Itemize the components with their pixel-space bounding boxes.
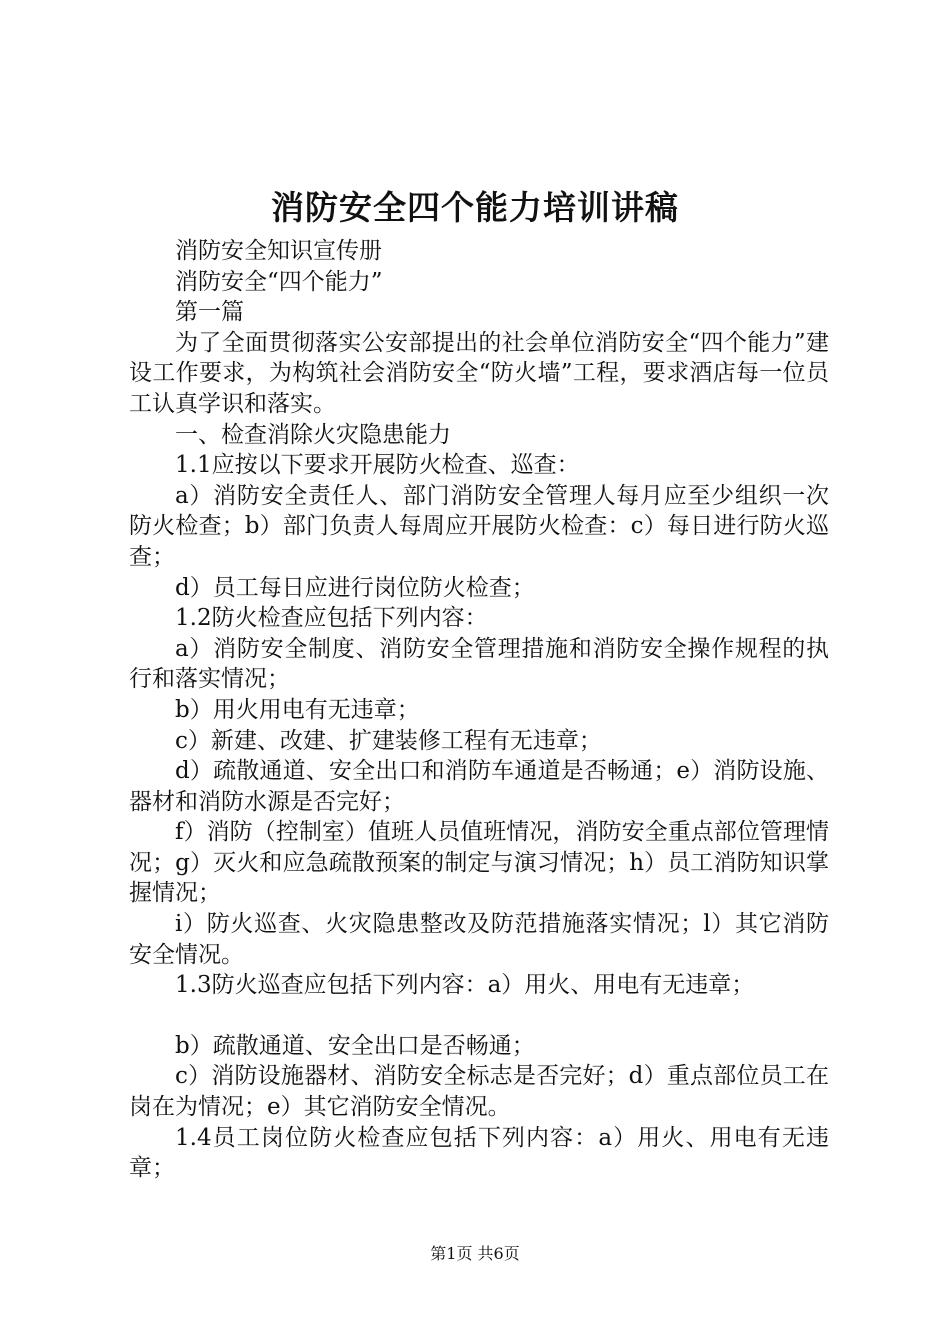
paragraph-9: 1.2防火检查应包括下列内容： bbox=[175, 605, 488, 632]
paragraph-1: 消防安全知识宣传册 bbox=[175, 238, 382, 264]
paragraph-3: 第一篇 bbox=[175, 299, 244, 326]
page-footer: 第1页 共6页 bbox=[430, 1244, 520, 1263]
document-title: 消防安全四个能力培训讲稿 bbox=[271, 188, 679, 227]
paragraph-7: a）消防安全责任人、部门消防安全管理人每月应至少组织一次防火检查；b）部门负责人每周应开展防火检查：c）每日进行防火巡查； bbox=[129, 482, 829, 570]
paragraph-16: 1.3防火巡查应包括下列内容：a）用火、用电有无违章； bbox=[175, 972, 755, 999]
paragraph-19: 1.4员工岗位防火检查应包括下列内容：a）用火、用电有无违章； bbox=[129, 1124, 829, 1182]
paragraph-17: b）疏散通道、安全出口是否畅通； bbox=[175, 1032, 535, 1059]
paragraph-6: 1.1应按以下要求开展防火检查、巡查： bbox=[175, 452, 580, 479]
document-body bbox=[129, 236, 829, 1184]
paragraph-2: 消防安全“四个能力” bbox=[175, 268, 383, 295]
paragraph-11: b）用火用电有无违章； bbox=[175, 696, 420, 723]
paragraph-8: d）员工每日应进行岗位防火检查； bbox=[175, 574, 535, 601]
paragraph-14: f）消防（控制室）值班人员值班情况，消防安全重点部位管理情况；g）灭火和应急疏散预案的制定与演习情况；h）员工消防知识掌握情况； bbox=[129, 819, 829, 907]
paragraph-12: c）新建、改建、扩建装修工程有无违章； bbox=[175, 727, 602, 754]
paragraph-4: 为了全面贯彻落实公安部提出的社会单位消防安全“四个能力”建设工作要求，为构筑社会消防安全“防火墙”工程，要求酒店每一位员工认真学识和落实。 bbox=[129, 329, 829, 417]
paragraph-18: c）消防设施器材、消防安全标志是否完好；d）重点部位员工在岗在为情况；e）其它消防安全情况。 bbox=[129, 1063, 829, 1121]
paragraph-15: i）防火巡查、火灾隐患整改及防范措施落实情况；l）其它消防安全情况。 bbox=[129, 911, 829, 968]
paragraph-10: a）消防安全制度、消防安全管理措施和消防安全操作规程的执行和落实情况； bbox=[129, 635, 829, 693]
paragraph-5: 一、检查消除火灾隐患能力 bbox=[175, 421, 451, 448]
paragraph-13: d）疏散通道、安全出口和消防车通道是否畅通；e）消防设施、器材和消防水源是否完好； bbox=[129, 758, 829, 815]
